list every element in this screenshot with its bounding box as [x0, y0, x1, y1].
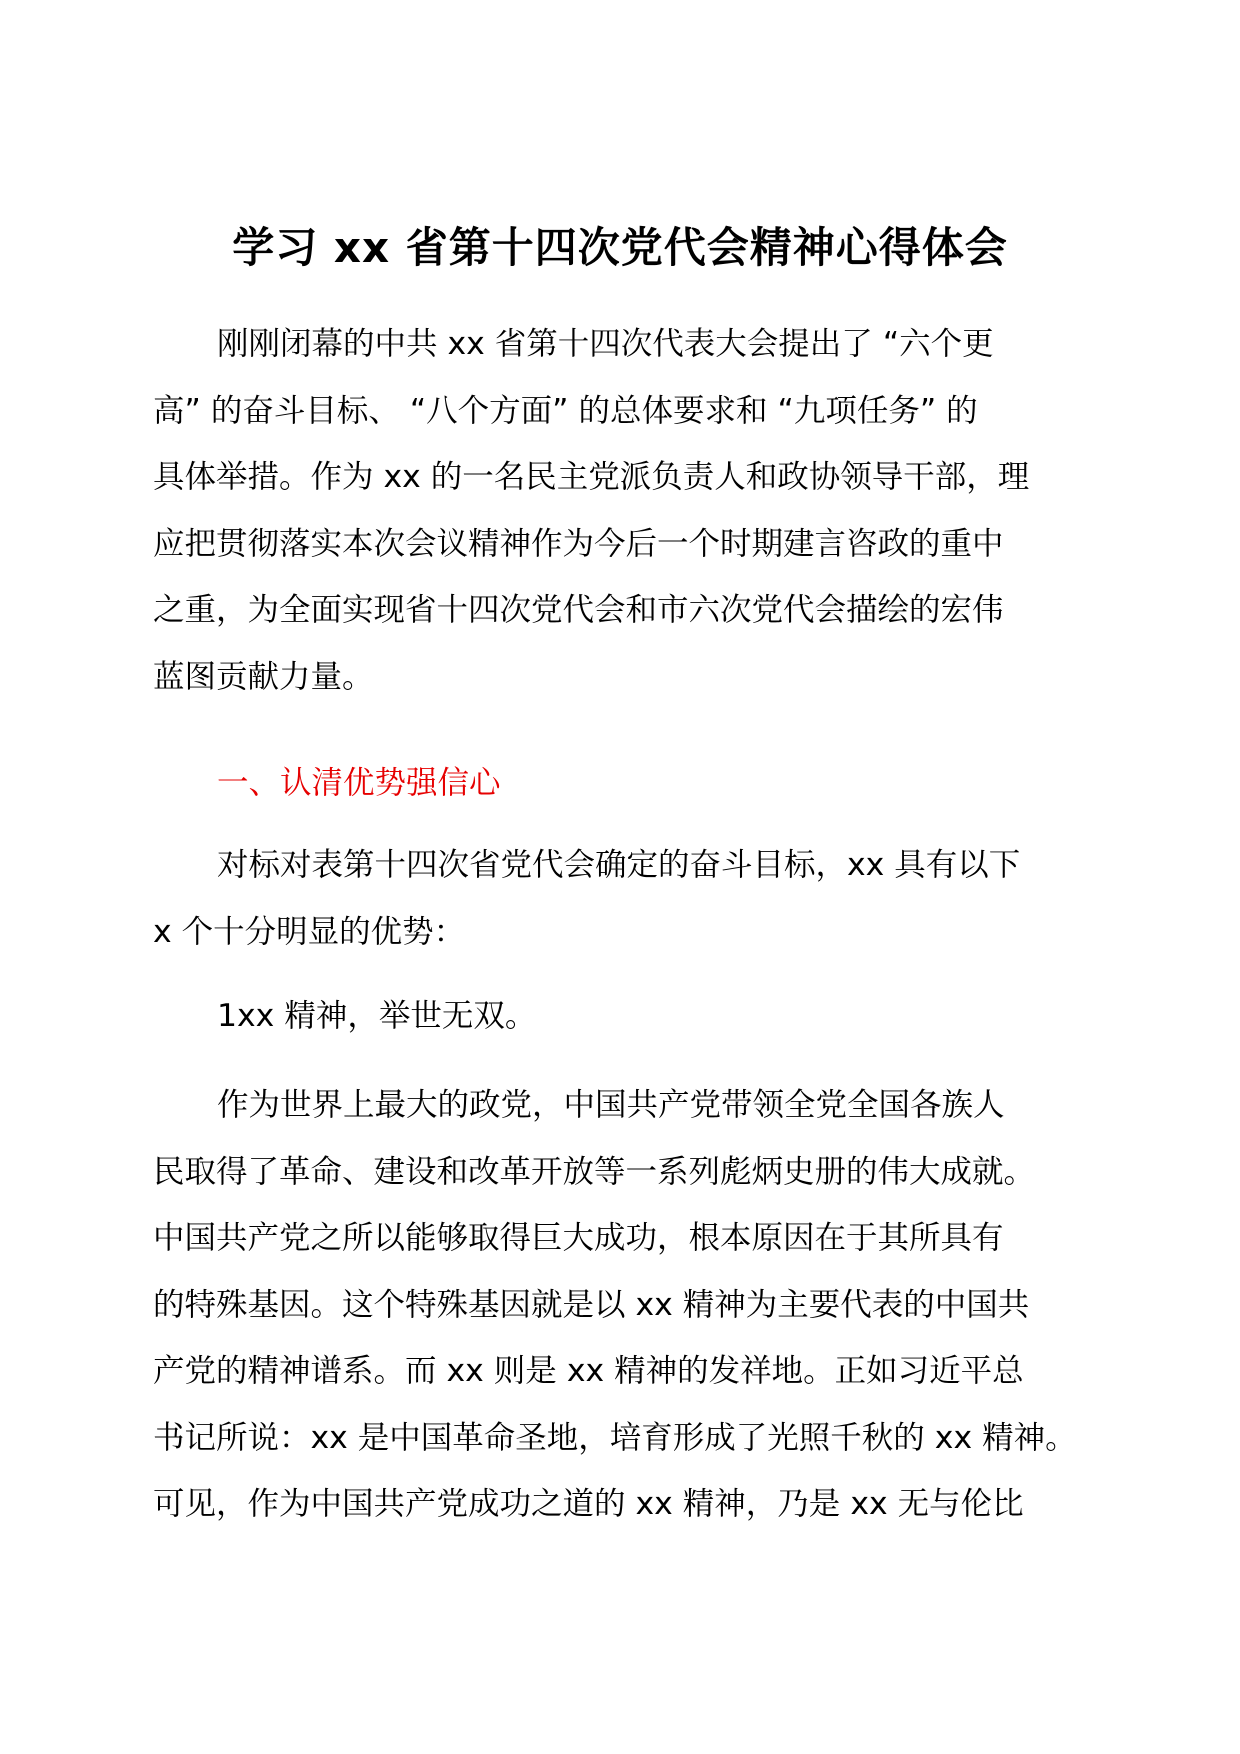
- paragraph-line: 对标对表第十四次省党代会确定的奋斗目标，xx 具有以下: [217, 847, 1021, 883]
- paragraph-line: 刚刚闭幕的中共 xx 省第十四次代表大会提出了 “六个更: [217, 326, 994, 362]
- paragraph-spirit: [153, 1072, 1088, 1538]
- section-heading-text: 一、认清优势强信心: [217, 765, 501, 801]
- paragraph-line: 书记所说：xx 是中国革命圣地，培育形成了光照千秋的 xx 精神。: [153, 1419, 1077, 1456]
- subheading-text: 1xx 精神，举世无双。: [217, 998, 537, 1034]
- paragraph-line: 民取得了革命、建设和改革开放等一系列彪炳史册的伟大成就。: [153, 1153, 1036, 1190]
- document-title: 学习 xx 省第十四次党代会精神心得体会: [232, 223, 1008, 272]
- paragraph-line: 的特殊基因。这个特殊基因就是以 xx 精神为主要代表的中国共: [153, 1286, 1030, 1323]
- paragraph-line: 蓝图贡献力量。: [153, 658, 374, 695]
- paragraph-line: 高” 的奋斗目标、 “八个方面” 的总体要求和 “九项任务” 的: [153, 392, 978, 429]
- paragraph-intro: [153, 311, 1088, 710]
- paragraph-line: 中国共产党之所以能够取得巨大成功，根本原因在于其所具有: [153, 1220, 1004, 1256]
- paragraph-line: 具体举措。作为 xx 的一名民主党派负责人和政协领导干部，理: [153, 459, 1030, 495]
- paragraph-line: x 个十分明显的优势：: [153, 913, 466, 950]
- paragraph-line: 作为世界上最大的政党，中国共产党带领全党全国各族人: [217, 1087, 1005, 1123]
- paragraph-line: 之重，为全面实现省十四次党代会和市六次党代会描绘的宏伟: [153, 592, 1004, 628]
- section-heading: [153, 750, 1088, 817]
- paragraph-advantages: [153, 832, 1088, 965]
- paragraph-line: 可见，作为中国共产党成功之道的 xx 精神，乃是 xx 无与伦比: [153, 1486, 1024, 1522]
- paragraph-line: 应把贯彻落实本次会议精神作为今后一个时期建言咨政的重中: [153, 525, 1004, 562]
- subheading: [153, 983, 1088, 1050]
- paragraph-line: 产党的精神谱系。而 xx 则是 xx 精神的发祥地。正如习近平总: [153, 1353, 1024, 1389]
